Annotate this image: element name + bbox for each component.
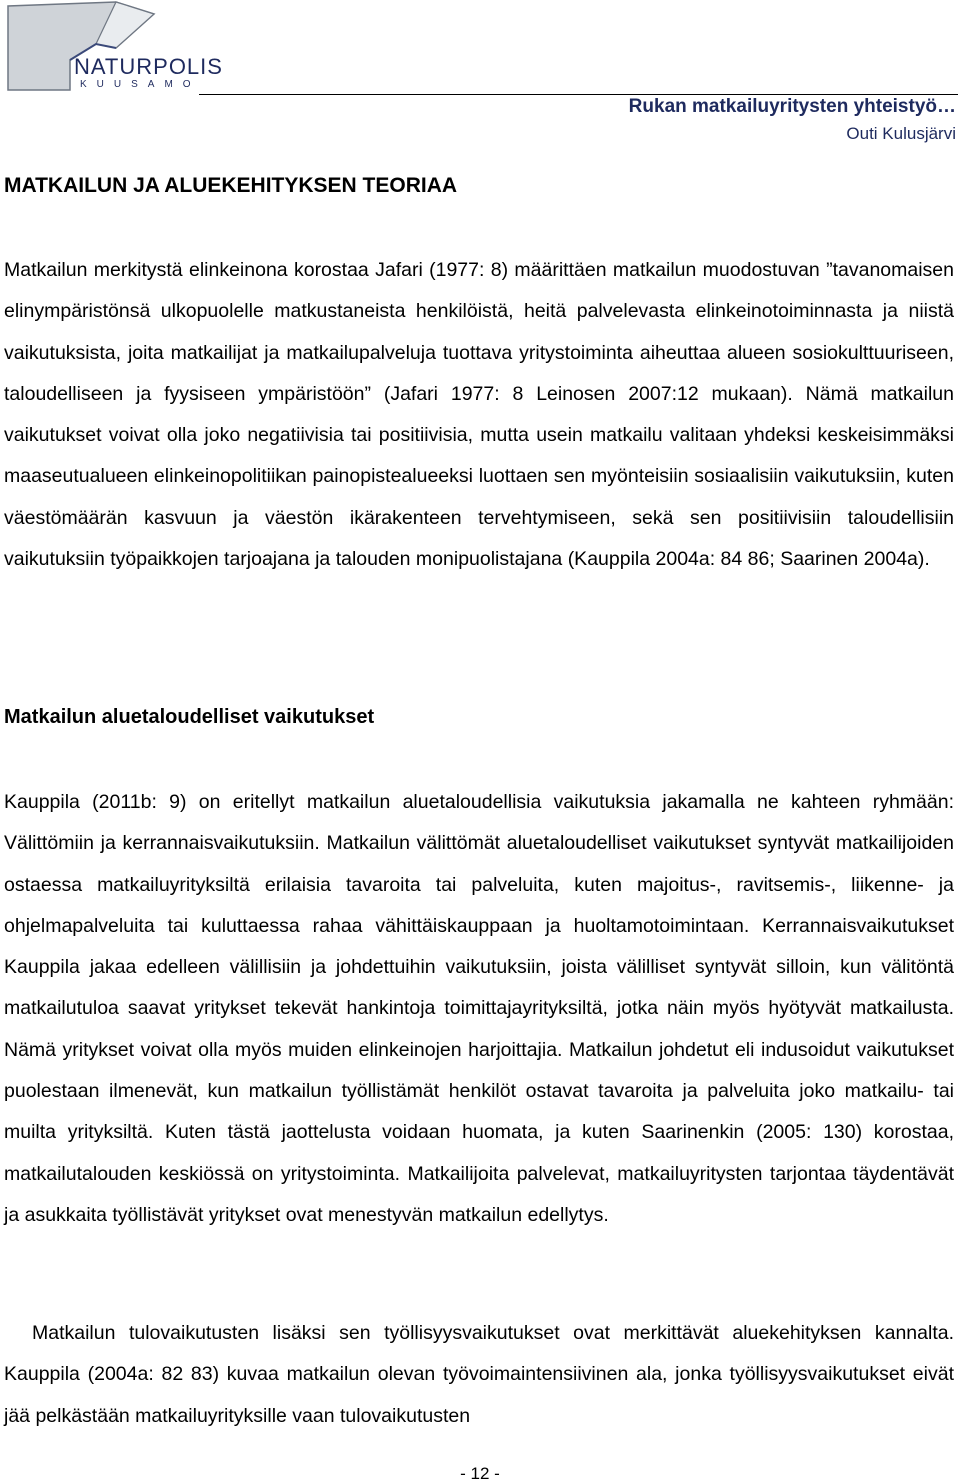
page-number: - 12 -	[460, 1464, 500, 1483]
body-paragraph: Matkailun merkitystä elinkeinona korostaa Jafari (1977: 8) määrittäen matkailun muodostuvan ”tavanomaisen elinympäristönsä ulkopuolelle matkustaneista henkilöistä, heitä palvelevasta elinkeinotoiminnasta ja niistä vaikutuksista, joita matkailijat ja matkailupalveluja tuottava yritystoiminta aiheuttaa alueen sosiokulttuuriseen, taloudelliseen ja fyysiseen ympäristöön” (Jafari 1977: 8 Leinosen 2007:12 mukaan). Nämä matkailun vaikutukset voivat olla joko negatiivisia tai positiivisia, mutta usein matkailu valitaan yhdeksi keskeisimmäksi maaseutualueen elinkeinopolitiikan painopistealueeksi luottaen sen myönteisiin sosiaalisiin vaikutuksiin, kuten väestömäärän kasvuun ja väestön ikärakenteen tervehtymiseen, sekä sen positiivisiin taloudellisiin vaikutuksiin työpaikkojen tarjoajana ja talouden monipuolistajana (Kauppila 2004a: 84 86; Saarinen 2004a).	[4, 259, 954, 571]
naturpolis-logo	[4, 0, 223, 100]
document-author: Outi Kulusjärvi	[846, 124, 956, 143]
subheading: Matkailun aluetaloudelliset vaikutukset	[4, 706, 375, 728]
document-title: Rukan matkailuyritysten yhteistyö…	[628, 96, 956, 117]
logo-subtitle: KUUSAMO	[80, 79, 201, 90]
header-divider	[199, 94, 958, 95]
section-title: MATKAILUN JA ALUEKEHITYKSEN TEORIAA	[4, 174, 458, 197]
body-paragraph: Kauppila (2011b: 9) on eritellyt matkailun aluetaloudellisia vaikutuksia jakamalla ne kahteen ryhmään: Välittömiin ja kerrannaisvaikutuksiin. Matkailun välittömät aluetaloudelliset vaikutukset syntyvät matkailijoiden ostaessa matkailuyrityksiltä erilaisia tavaroita tai palveluita, kuten majoitus-, ravitsemis-, liikenne- ja ohjelmapalveluita tai kuluttaessa rahaa vähittäiskauppaan ja huoltamotoimintaan. Kerrannaisvaikutukset Kauppila jakaa edelleen välillisiin ja johdettuihin vaikutuksiin, joista välilliset syntyvät silloin, kun välitöntä matkailutuloa saavat yritykset tekevät hankintoja toimittajayrityksiltä, jotka näin myös hyötyvät matkailusta. Nämä yritykset voivat olla myös muiden elinkeinojen harjoittajia. Matkailun johdetut eli indusoidut vaikutukset puolestaan ilmenevät, kun matkailun työllistämät henkilöt ostavat tavaroita ja palveluita joko matkailu- tai muilta yrityksiltä. Kuten tästä jaottelusta voidaan huomata, ja kuten Saarinenkin (2005: 130) korostaa, matkailutalouden keskiössä on yritystoiminta. Matkailijoita palvelevat, matkailuyritysten tarjontaa täydentävät ja asukkaita työllistävät yritykset ovat menestyvän matkailun edellytys.	[4, 791, 954, 1226]
logo-name: NATURPOLIS	[74, 54, 223, 79]
body-paragraph: Matkailun tulovaikutusten lisäksi sen työllisyysvaikutukset ovat merkittävät aluekehityksen kannalta. Kauppila (2004a: 82 83) kuvaa matkailun olevan työvoimaintensiivinen ala, jonka työllisyysvaikutukset eivät jää pelkästään matkailuyrityksille vaan tulovaikutusten	[4, 1322, 954, 1427]
